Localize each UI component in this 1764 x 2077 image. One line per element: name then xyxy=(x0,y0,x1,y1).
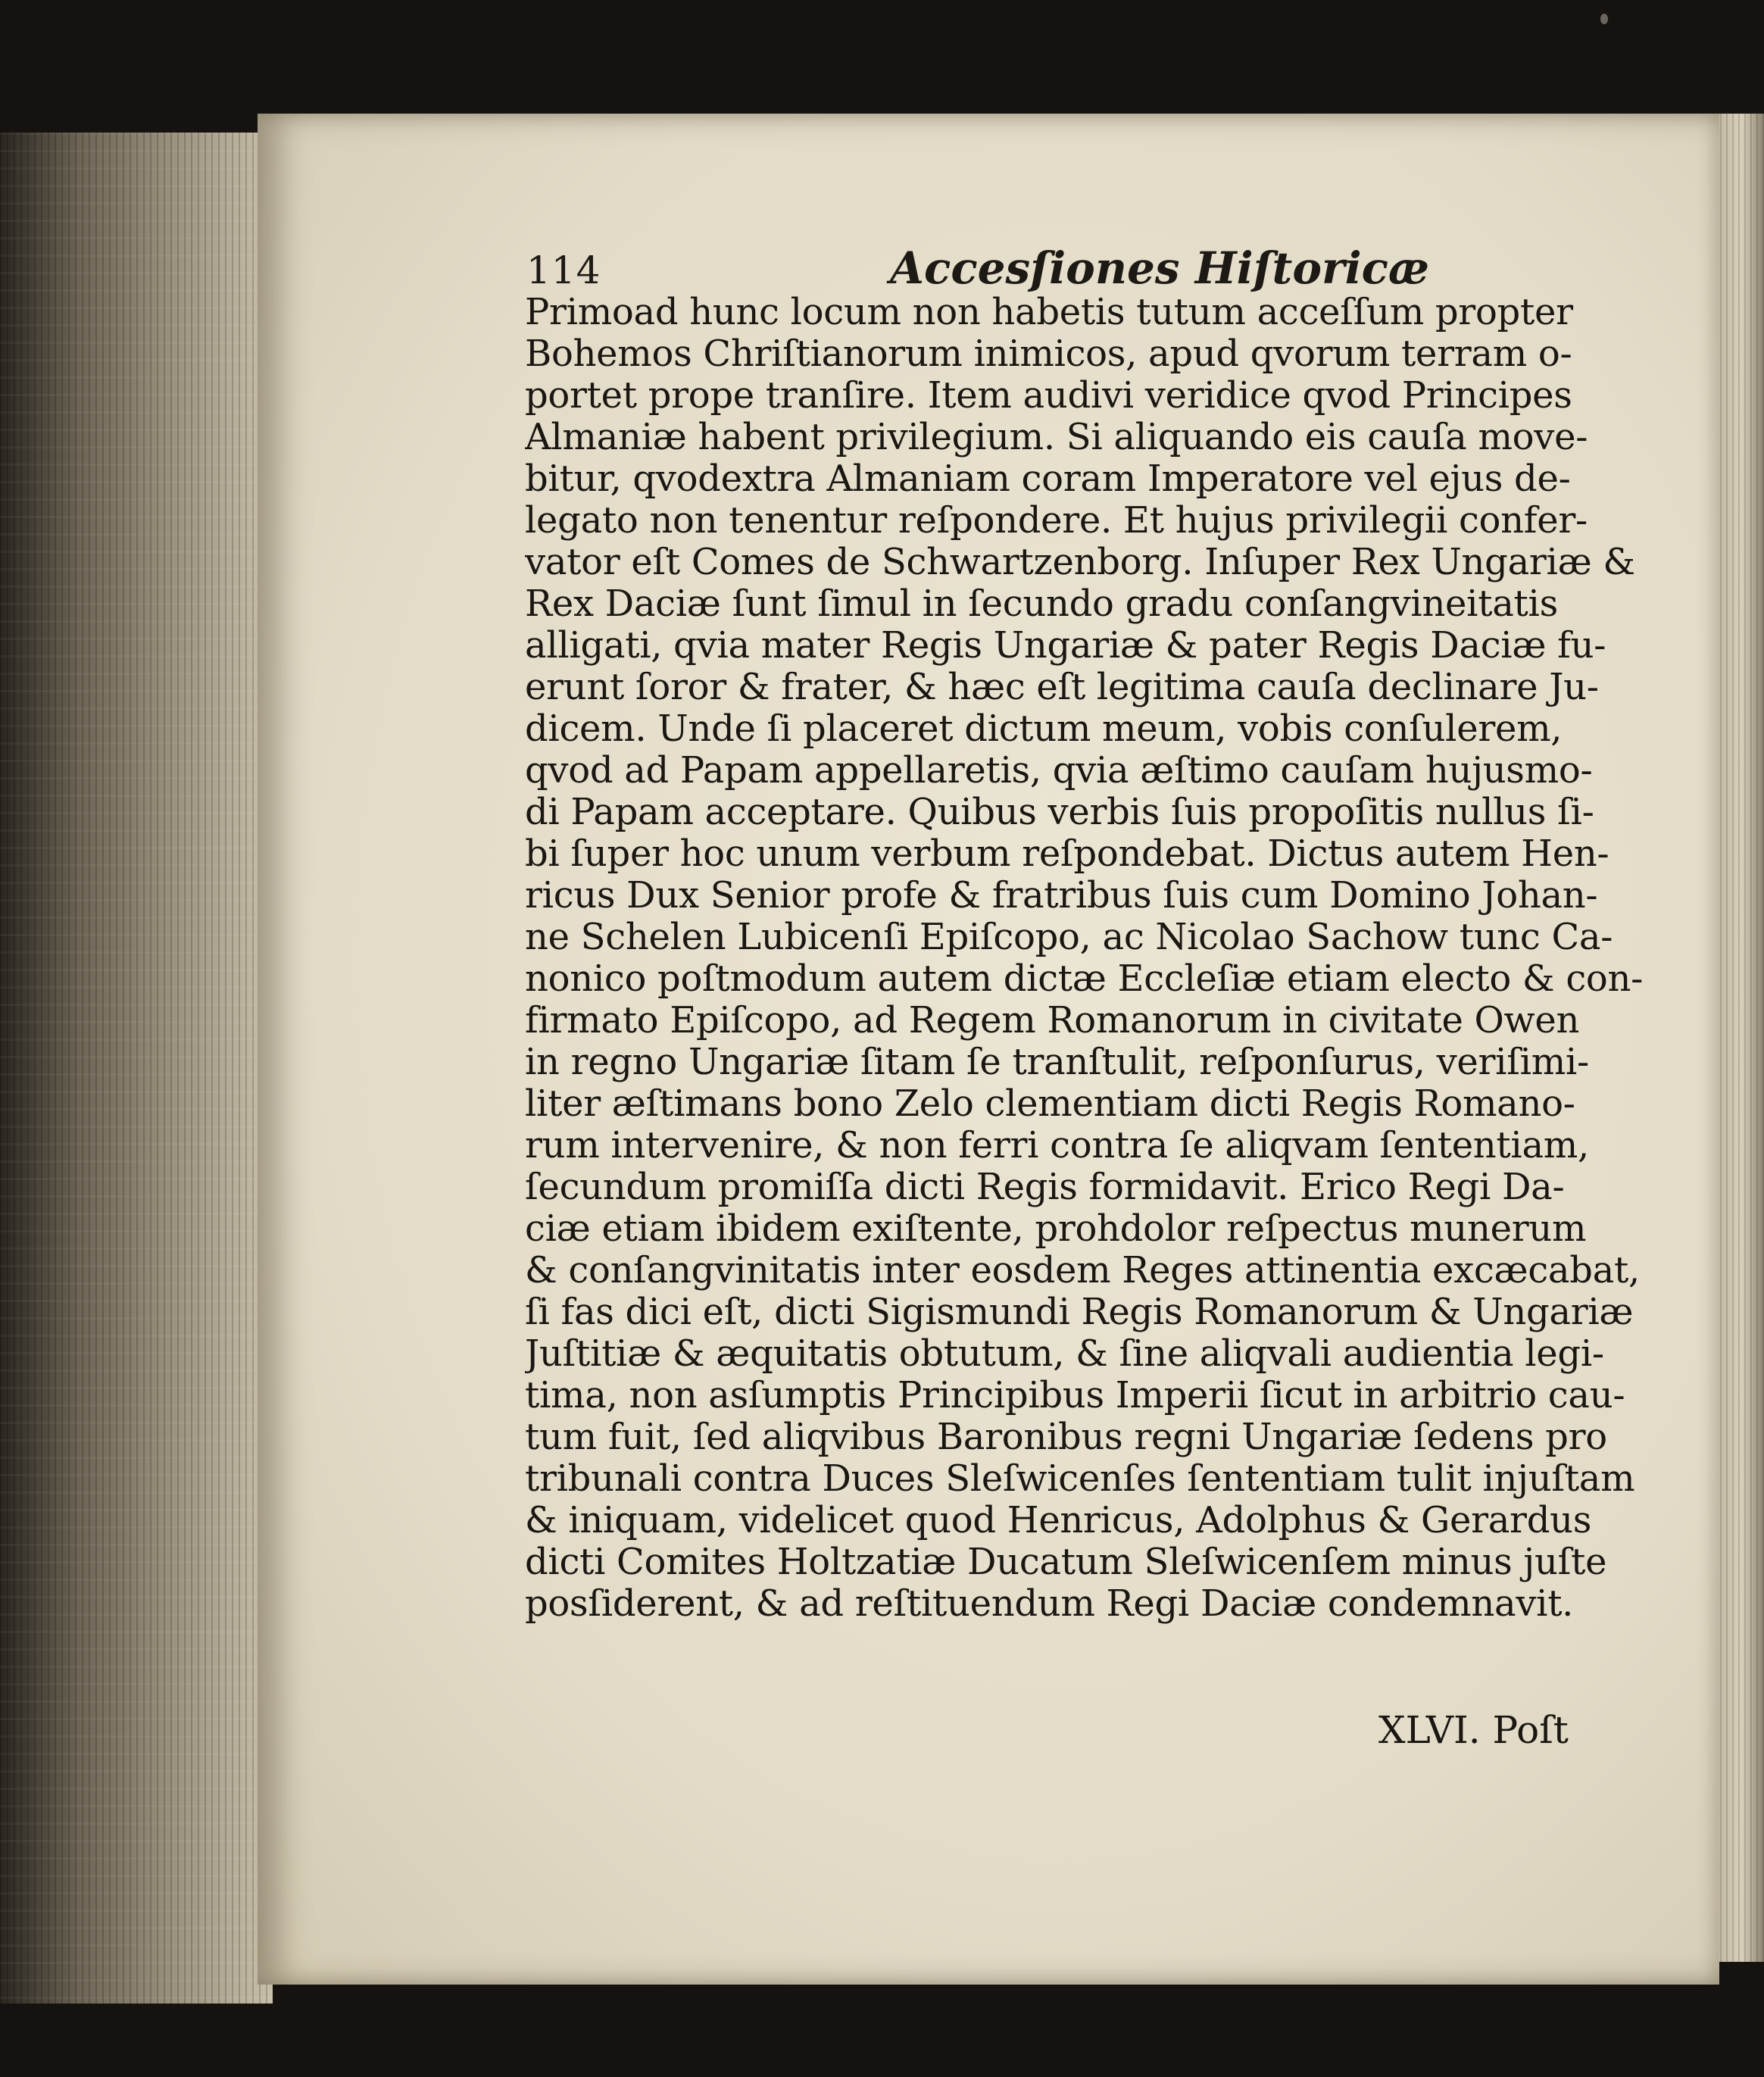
text-line: ne Schelen Lubicenſi Epiſcopo, ac Nicolao Sachow tunc Ca- xyxy=(525,917,1613,958)
text-line: posſiderent, & ad reſtituendum Regi Daciæ condemnavit. xyxy=(525,1583,1574,1625)
catchword: XLVI. Poſt xyxy=(1378,1708,1569,1752)
text-line: firmato Epiſcopo, ad Regem Romanorum in civitate Owen xyxy=(525,1000,1580,1042)
text-line: tum fuit, ſed aliqvibus Baronibus regni Ungariæ ſedens pro xyxy=(525,1416,1607,1458)
page-number: 114 xyxy=(526,248,601,292)
body-text xyxy=(525,292,1684,1625)
text-line: alligati, qvia mater Regis Ungariæ & pater Regis Daciæ fu- xyxy=(525,625,1606,667)
text-line: portet prope tranſire. Item audivi veridice qvod Principes xyxy=(525,375,1572,417)
text-line: nonico poſtmodum autem dictæ Eccleſiæ etiam electo & con- xyxy=(525,958,1644,1000)
text-line: vator eſt Comes de Schwartzenborg. Inſuper Rex Ungariæ & xyxy=(525,542,1635,583)
text-line: legato non tenentur reſpondere. Et hujus privilegii confer- xyxy=(525,500,1588,542)
text-line: in regno Ungariæ ſitam ſe tranſtulit, reſponſurus, veriſimi- xyxy=(525,1042,1589,1083)
text-line: erunt ſoror & frater, & hæc eſt legitima cauſa declinare Ju- xyxy=(525,667,1599,708)
text-line: & conſangvinitatis inter eosdem Reges attinentia excæcabat, xyxy=(525,1250,1640,1291)
text-line: tima, non asſumptis Principibus Imperii ſicut in arbitrio cau- xyxy=(525,1375,1625,1416)
text-line: ſecundum promiſſa dicti Regis formidavit. Erico Regi Da- xyxy=(525,1167,1565,1208)
text-line: Juſtitiæ & æquitatis obtutum, & ſine aliqvali audientia legi- xyxy=(525,1333,1604,1375)
text-line: rum intervenire, & non ferri contra ſe aliqvam ſententiam, xyxy=(525,1125,1589,1167)
text-line: qvod ad Papam appellaretis, qvia æſtimo cauſam hujusmo- xyxy=(525,750,1593,792)
text-line: Almaniæ habent privilegium. Si aliquando eis cauſa move- xyxy=(525,417,1588,458)
text-line: bi ſuper hoc unum verbum reſpondebat. Dictus autem Hen- xyxy=(525,833,1609,875)
text-line: ſi fas dici eſt, dicti Sigismundi Regis Romanorum & Ungariæ xyxy=(525,1291,1634,1333)
text-line: & iniquam, videlicet quod Henricus, Adolphus & Gerardus xyxy=(525,1500,1592,1541)
page-header xyxy=(526,242,1663,295)
text-line: ricus Dux Senior profe & fratribus ſuis cum Domino Johan- xyxy=(525,875,1598,917)
text-line: Primoad hunc locum non habetis tutum acceſſum propter xyxy=(525,292,1573,333)
text-line: Bohemos Chriſtianorum inimicos, apud qvorum terram o- xyxy=(525,333,1572,375)
text-line: ciæ etiam ibidem exiſtente, prohdolor reſpectus munerum xyxy=(525,1208,1587,1250)
text-line: liter æſtimans bono Zelo clementiam dicti Regis Romano- xyxy=(525,1083,1575,1125)
text-line: Rex Daciæ ſunt ſimul in ſecundo gradu conſangvineitatis xyxy=(525,583,1558,625)
text-line: dicem. Unde ſi placeret dictum meum, vobis conſulerem, xyxy=(525,708,1563,750)
left-page-stack xyxy=(0,133,273,2004)
text-line: dicti Comites Holtzatiæ Ducatum Sleſwicenſem minus juſte xyxy=(525,1541,1607,1583)
text-line: di Papam acceptare. Quibus verbis ſuis propoſitis nullus ſi- xyxy=(525,792,1594,833)
running-head: Accesſiones Hiſtoricæ xyxy=(890,242,1429,294)
text-line: tribunali contra Duces Sleſwicenſes ſententiam tulit injuſtam xyxy=(525,1458,1635,1500)
dust-speck xyxy=(1600,14,1608,24)
text-line: bitur, qvodextra Almaniam coram Imperatore vel ejus de- xyxy=(525,458,1571,500)
